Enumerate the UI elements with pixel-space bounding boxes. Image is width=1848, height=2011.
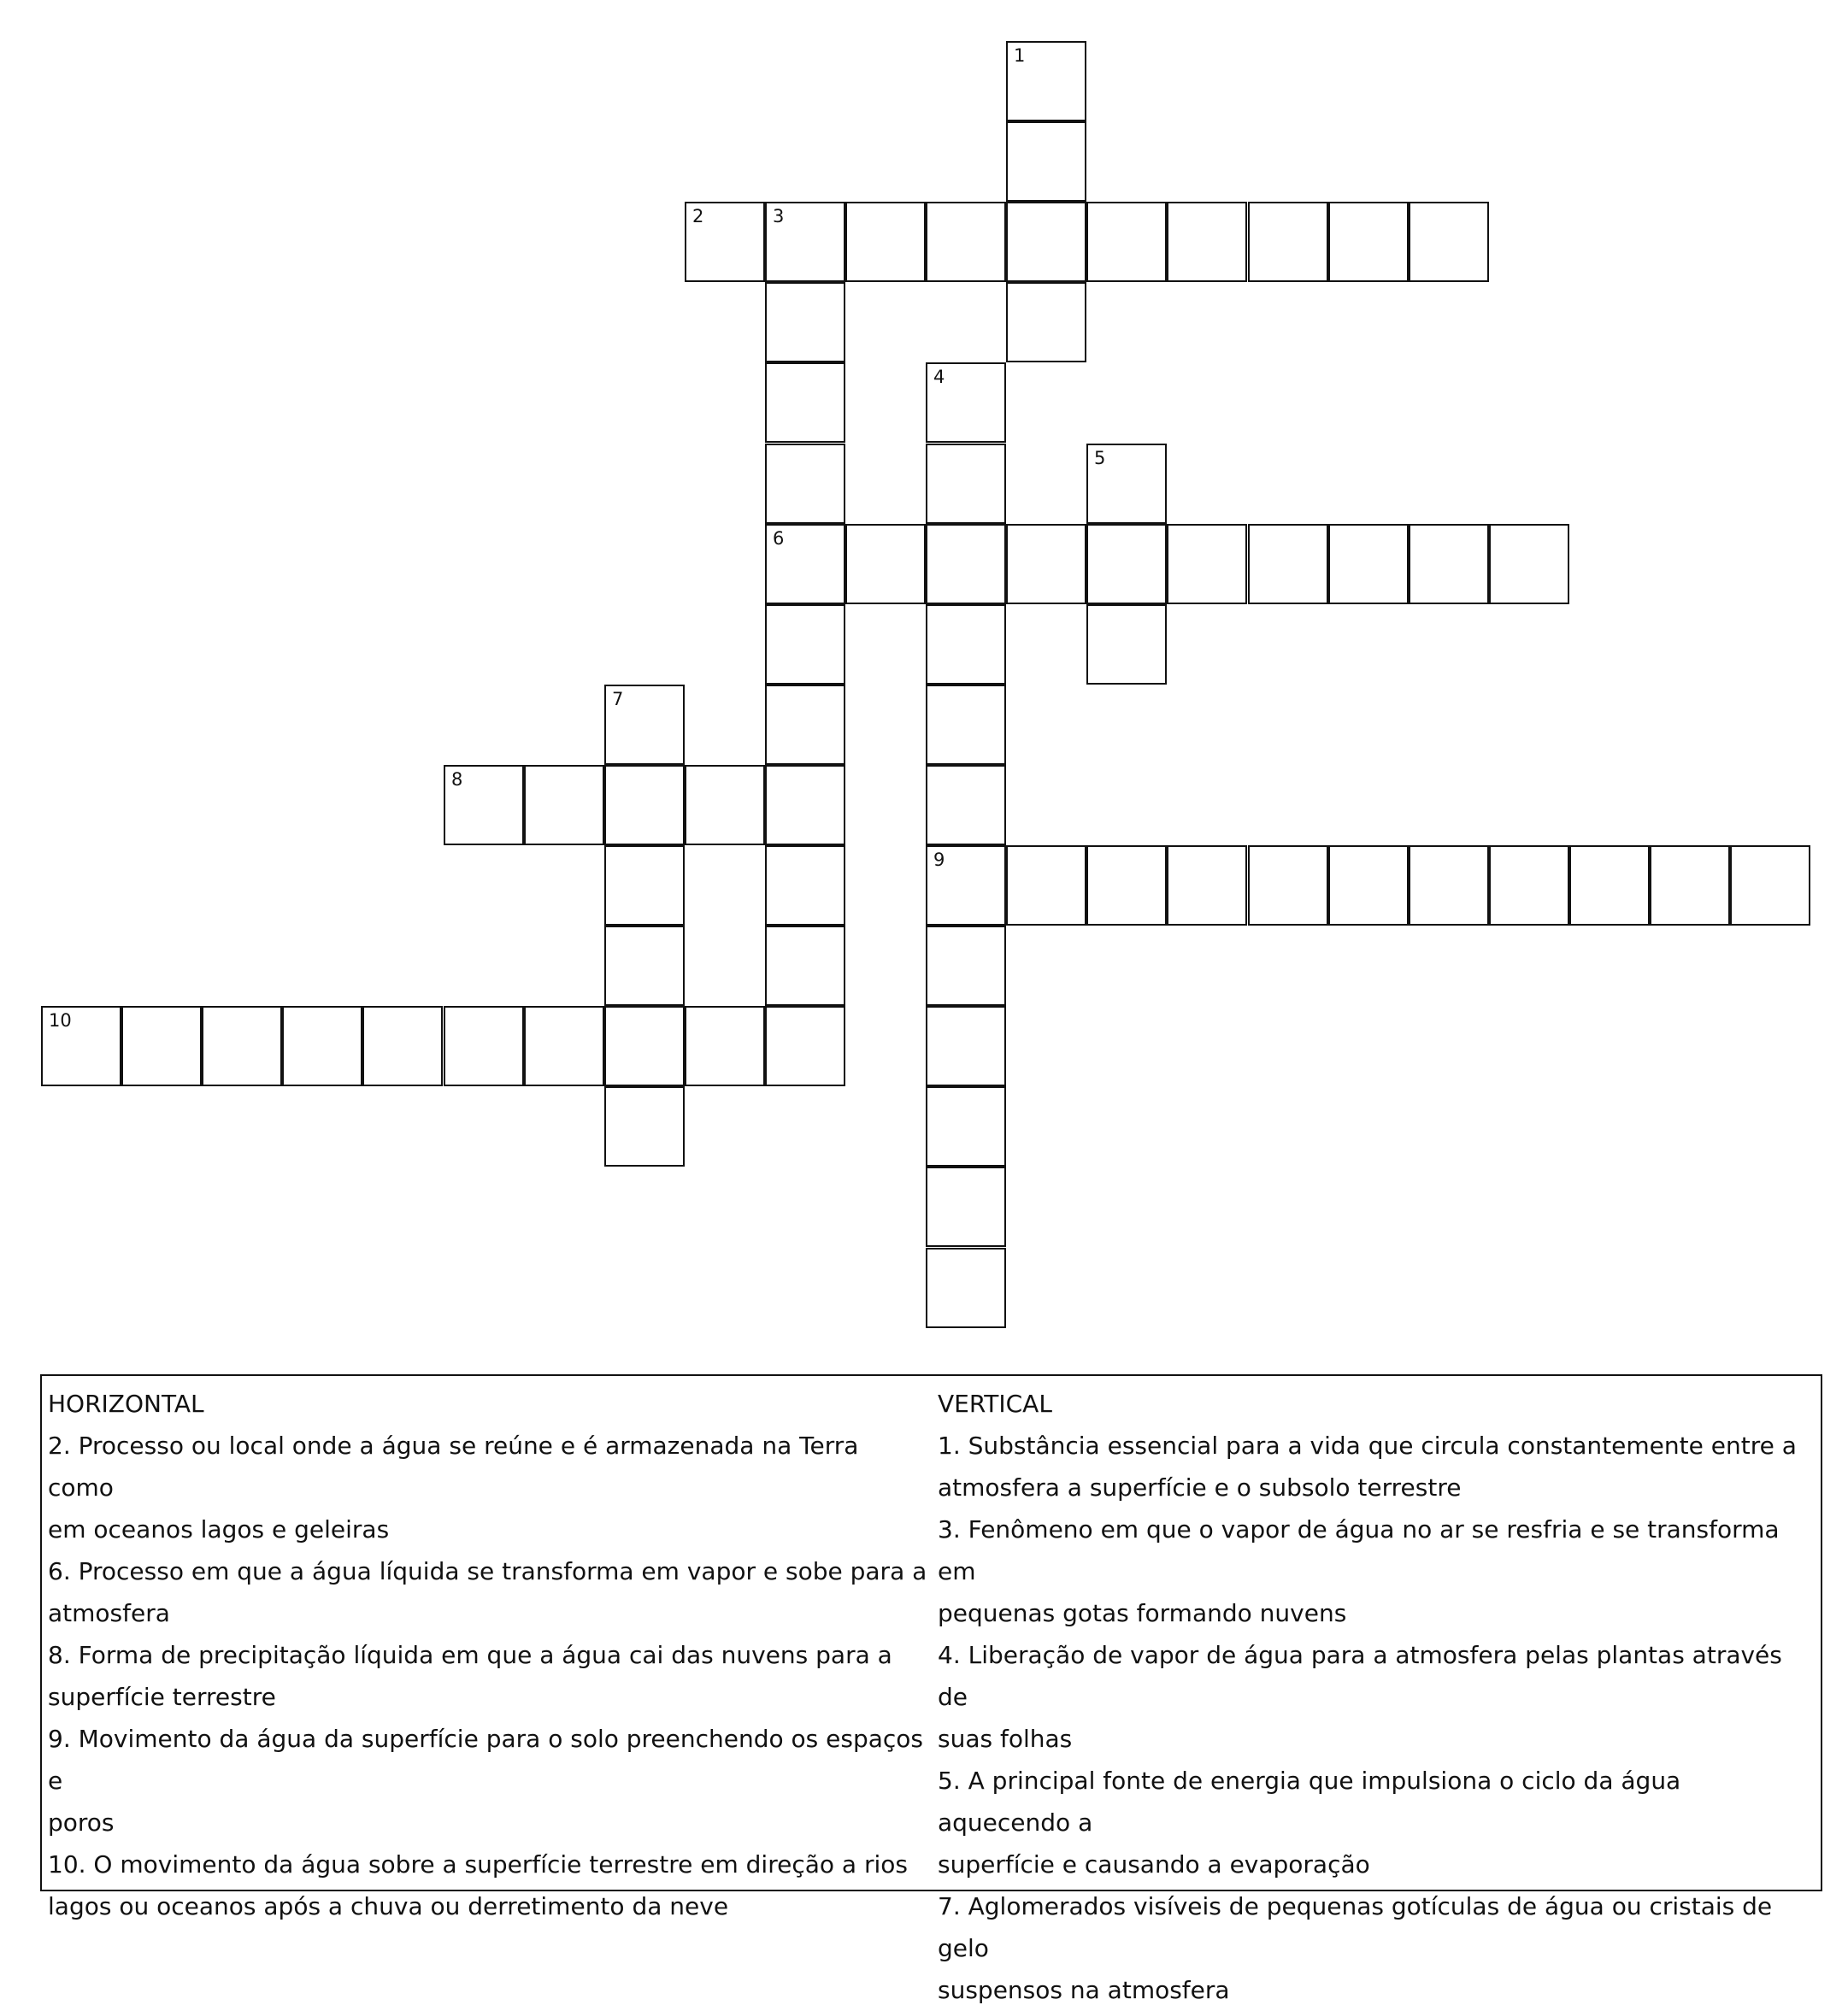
clue-number: 4 (933, 367, 945, 387)
grid-cell[interactable] (926, 362, 1006, 443)
clue-number: 9 (933, 850, 945, 870)
horizontal-clue-list (48, 1425, 928, 1927)
grid-cell[interactable] (1248, 845, 1328, 926)
grid-cell[interactable] (604, 1006, 685, 1086)
grid-cell[interactable] (765, 282, 845, 362)
grid-cell[interactable] (685, 202, 765, 282)
grid-cell[interactable] (765, 362, 845, 443)
clue-line: poros (48, 1808, 115, 1837)
grid-cell[interactable] (926, 845, 1006, 926)
grid-cell[interactable] (444, 1006, 524, 1086)
vertical-heading: VERTICAL (938, 1390, 1052, 1418)
clue-number: 5 (1094, 448, 1106, 468)
clue-line: 2. Processo ou local onde a água se reúne e é armazenada na Terra como (48, 1432, 859, 1502)
grid-cell[interactable] (1328, 845, 1409, 926)
grid-cell[interactable] (926, 604, 1006, 685)
grid-cell[interactable] (41, 1006, 121, 1086)
grid-cell[interactable] (1248, 524, 1328, 604)
clue-line: 1. Substância essencial para a vida que circula constantemente entre a (938, 1432, 1797, 1460)
clue-number: 3 (773, 206, 785, 226)
grid-cell[interactable] (926, 765, 1006, 845)
grid-cell[interactable] (362, 1006, 443, 1086)
grid-cell[interactable] (202, 1006, 282, 1086)
clue-line: 3. Fenômeno em que o vapor de água no ar se resfria e se transforma em (938, 1515, 1780, 1585)
horizontal-clues (48, 1383, 928, 1927)
clue-line: suspensos na atmosfera (938, 1976, 1230, 2004)
grid-cell[interactable] (1086, 444, 1167, 524)
clue-line: 10. O movimento da água sobre a superfície terrestre em direção a rios (48, 1850, 908, 1879)
grid-cell[interactable] (1167, 524, 1247, 604)
clue-number: 6 (773, 528, 785, 549)
clue-line: pequenas gotas formando nuvens (938, 1599, 1347, 1627)
grid-cell[interactable] (685, 1006, 765, 1086)
grid-cell[interactable] (1569, 845, 1650, 926)
grid-cell[interactable] (765, 524, 845, 604)
grid-cell[interactable] (765, 926, 845, 1006)
grid-cell[interactable] (1409, 845, 1489, 926)
grid-cell[interactable] (926, 202, 1006, 282)
grid-cell[interactable] (444, 765, 524, 845)
horizontal-heading: HORIZONTAL (48, 1390, 204, 1418)
clue-line: 7. Aglomerados visíveis de pequenas gotículas de água ou cristais de gelo (938, 1892, 1773, 1962)
grid-cell[interactable] (845, 524, 926, 604)
grid-cell[interactable] (282, 1006, 362, 1086)
grid-cell[interactable] (926, 1167, 1006, 1247)
grid-cell[interactable] (765, 604, 845, 685)
grid-cell[interactable] (765, 202, 845, 282)
grid-cell[interactable] (1730, 845, 1810, 926)
clue-line: atmosfera (48, 1599, 170, 1627)
grid-cell[interactable] (1409, 524, 1489, 604)
clue-line: em oceanos lagos e geleiras (48, 1515, 390, 1544)
vertical-clue-list (938, 1425, 1818, 2011)
grid-cell[interactable] (1006, 282, 1086, 362)
grid-cell[interactable] (1086, 524, 1167, 604)
grid-cell[interactable] (1489, 845, 1569, 926)
grid-cell[interactable] (765, 444, 845, 524)
clue-line: 8. Forma de precipitação líquida em que a água cai das nuvens para a (48, 1641, 892, 1669)
grid-cell[interactable] (1409, 202, 1489, 282)
grid-cell[interactable] (685, 765, 765, 845)
grid-cell[interactable] (1489, 524, 1569, 604)
grid-cell[interactable] (524, 1006, 604, 1086)
grid-cell[interactable] (524, 765, 604, 845)
grid-cell[interactable] (121, 1006, 202, 1086)
grid-cell[interactable] (926, 1006, 1006, 1086)
grid-cell[interactable] (1006, 845, 1086, 926)
clue-line: 4. Liberação de vapor de água para a atmosfera pelas plantas através de (938, 1641, 1782, 1711)
clue-line: suas folhas (938, 1725, 1073, 1753)
clue-line: 5. A principal fonte de energia que impulsiona o ciclo da água aquecendo a (938, 1767, 1681, 1837)
clue-line: superfície terrestre (48, 1683, 276, 1711)
grid-cell[interactable] (926, 685, 1006, 765)
grid-cell[interactable] (1167, 202, 1247, 282)
grid-cell[interactable] (1006, 202, 1086, 282)
grid-cell[interactable] (604, 1086, 685, 1167)
grid-cell[interactable] (926, 524, 1006, 604)
clue-number: 10 (49, 1010, 72, 1031)
clue-number: 1 (1014, 45, 1026, 66)
grid-cell[interactable] (845, 202, 926, 282)
grid-cell[interactable] (1086, 845, 1167, 926)
grid-cell[interactable] (926, 926, 1006, 1006)
grid-cell[interactable] (1006, 41, 1086, 121)
clue-line: superfície e causando a evaporação (938, 1850, 1370, 1879)
grid-cell[interactable] (1086, 202, 1167, 282)
clue-line: lagos ou oceanos após a chuva ou derretimento da neve (48, 1892, 729, 1920)
grid-cell[interactable] (1006, 121, 1086, 202)
grid-cell[interactable] (765, 765, 845, 845)
grid-cell[interactable] (926, 444, 1006, 524)
clue-line: 9. Movimento da água da superfície para o solo preenchendo os espaços e (48, 1725, 924, 1795)
grid-cell[interactable] (1086, 604, 1167, 685)
grid-cell[interactable] (604, 845, 685, 926)
grid-cell[interactable] (1328, 202, 1409, 282)
clue-line: 6. Processo em que a água líquida se transforma em vapor e sobe para a (48, 1557, 927, 1585)
clue-line: atmosfera a superfície e o subsolo terrestre (938, 1473, 1462, 1502)
clue-number: 7 (612, 689, 624, 709)
grid-cell[interactable] (1650, 845, 1730, 926)
grid-cell[interactable] (1167, 845, 1247, 926)
clues-panel (40, 1374, 1822, 2004)
grid-cell[interactable] (765, 685, 845, 765)
grid-cell[interactable] (604, 685, 685, 765)
grid-cell[interactable] (1328, 524, 1409, 604)
clue-number: 2 (692, 206, 704, 226)
vertical-clues (938, 1383, 1818, 2011)
grid-cell[interactable] (1006, 524, 1086, 604)
grid-cell[interactable] (1248, 202, 1328, 282)
grid-cell[interactable] (765, 1006, 845, 1086)
clue-number: 8 (451, 769, 463, 790)
grid-cell[interactable] (926, 1248, 1006, 1328)
grid-cell[interactable] (604, 926, 685, 1006)
grid-cell[interactable] (926, 1086, 1006, 1167)
grid-cell[interactable] (765, 845, 845, 926)
grid-cell[interactable] (604, 765, 685, 845)
